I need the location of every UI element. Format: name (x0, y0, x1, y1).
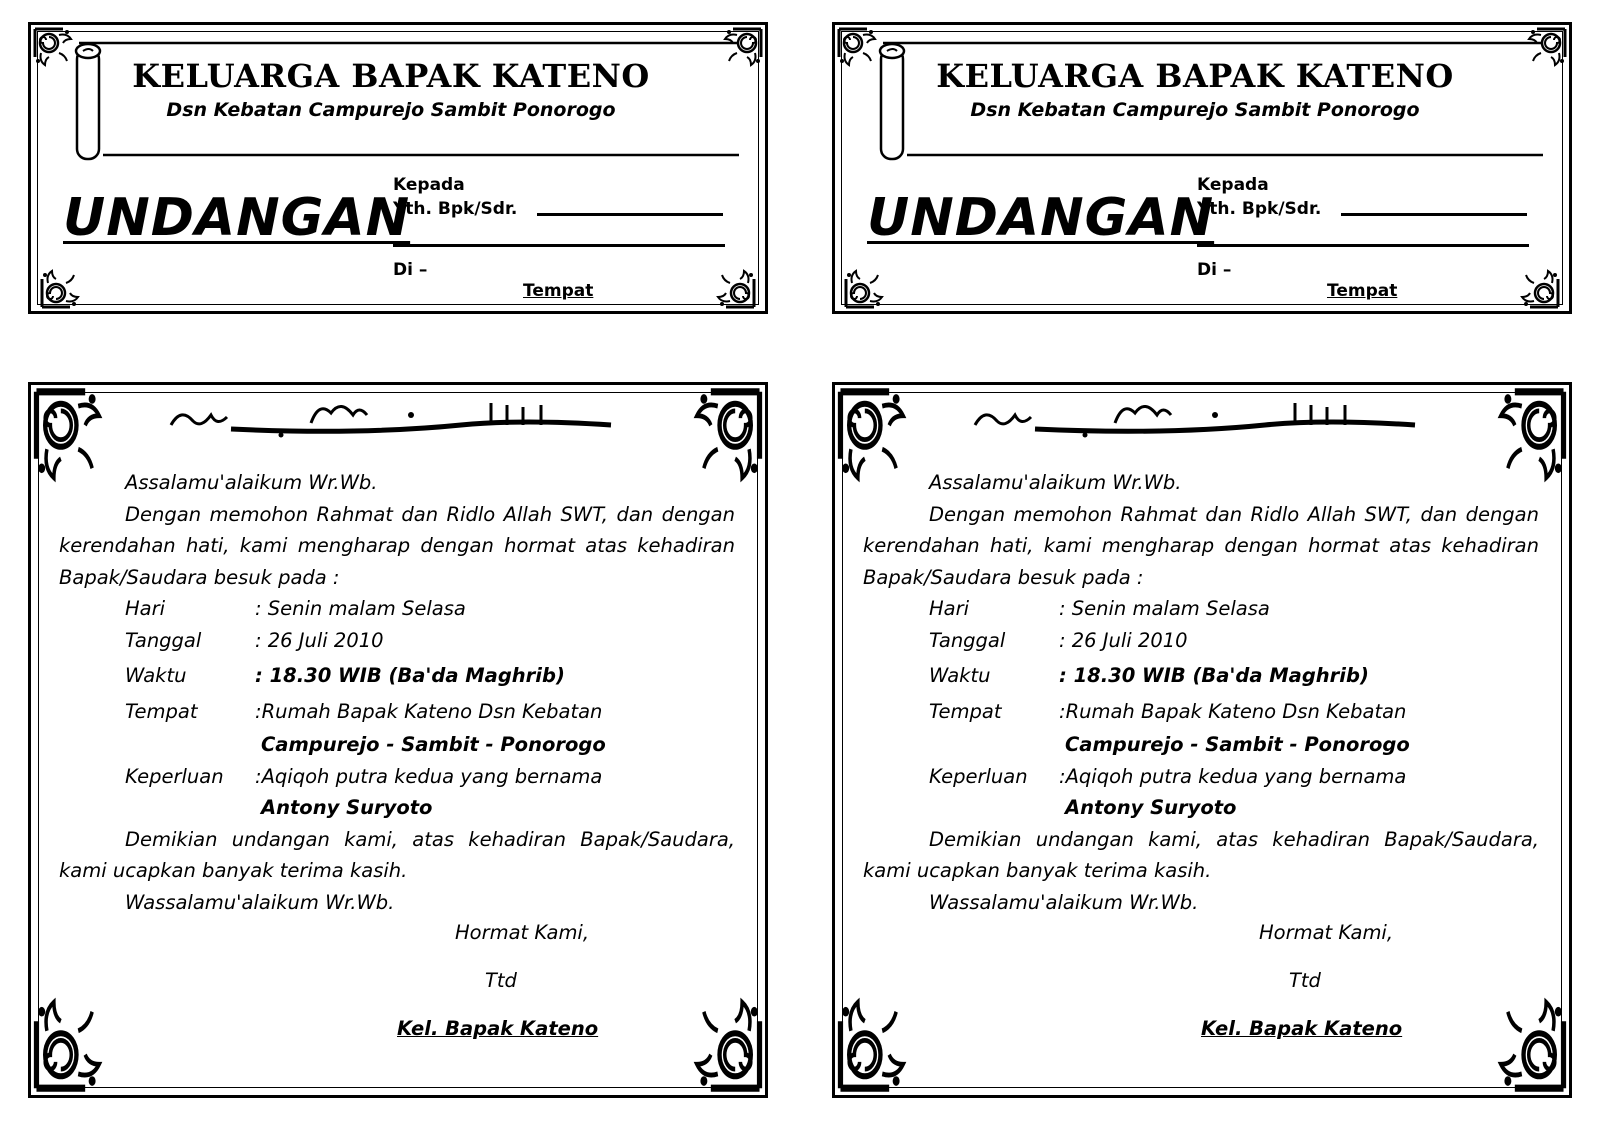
recipient-label: Yth. Bpk/Sdr. (393, 199, 518, 219)
invitation-card-left (28, 382, 768, 1098)
detail-label: Waktu (125, 664, 187, 687)
invitation-letter (59, 467, 735, 918)
recipient-line (537, 213, 723, 216)
corner-ornament-icon (33, 263, 93, 309)
corner-ornament-icon (837, 983, 917, 1093)
di-label: Di – (393, 260, 428, 280)
detail-value: :Aqiqoh putra kedua yang bernama (255, 764, 603, 788)
family-title: KELUARGA BAPAK KATENO (132, 57, 650, 95)
corner-ornament-icon (717, 27, 763, 73)
recipient-line (1341, 213, 1527, 216)
tempat-label: Tempat (1327, 281, 1398, 301)
detail-value: : Senin malam Selasa (255, 597, 466, 620)
detail-value-continued: Campurejo - Sambit - Ponorogo (261, 733, 606, 756)
tempat-label: Tempat (523, 281, 594, 301)
farewell: Wassalamu'alaikum Wr.Wb. (125, 890, 395, 914)
undangan-heading: UNDANGAN (63, 188, 411, 248)
corner-ornament-icon (33, 27, 79, 73)
kepada-label: Kepada (1197, 175, 1269, 195)
intro-paragraph: Dengan memohon Rahmat dan Ridlo Allah SWT, dan dengan kerendahan hati, kami mengharap dengan hormat atas kehadiran Bapak/Saudara besuk pada : (863, 502, 1539, 589)
detail-value: : Senin malam Selasa (1059, 597, 1270, 620)
farewell: Wassalamu'alaikum Wr.Wb. (929, 890, 1199, 914)
intro-paragraph: Dengan memohon Rahmat dan Ridlo Allah SWT, dan dengan kerendahan hati, kami mengharap dengan hormat atas kehadiran Bapak/Saudara besuk pada : (59, 502, 735, 589)
detail-value: :Rumah Bapak Kateno Dsn Kebatan (1059, 699, 1407, 723)
hormat-kami: Hormat Kami, (455, 921, 590, 944)
recipient-line-2 (1197, 244, 1529, 247)
detail-row-keperluan (863, 761, 1539, 793)
invitation-letter (863, 467, 1539, 918)
basmalah-calligraphy-icon (965, 395, 1425, 445)
detail-label: Tanggal (125, 628, 202, 652)
detail-label: Tempat (125, 699, 198, 723)
greeting: Assalamu'alaikum Wr.Wb. (929, 471, 1182, 494)
detail-value: : 26 Juli 2010 (1059, 628, 1188, 652)
detail-label: Keperluan (929, 764, 1028, 788)
detail-value: : 18.30 WIB (Ba'da Maghrib) (255, 664, 565, 687)
detail-value-continued: Antony Suryoto (261, 796, 433, 819)
invitation-card-right (832, 382, 1572, 1098)
detail-row-tanggal (863, 625, 1539, 657)
detail-value-continued: Antony Suryoto (1065, 796, 1237, 819)
corner-ornament-icon (33, 983, 113, 1093)
detail-label: Hari (929, 597, 970, 620)
signature-name: Kel. Bapak Kateno (1201, 1017, 1403, 1040)
recipient-label: Yth. Bpk/Sdr. (1197, 199, 1322, 219)
corner-ornament-icon (1521, 27, 1567, 73)
recipient-line-2 (393, 244, 725, 247)
undangan-heading: UNDANGAN (867, 188, 1215, 248)
detail-value: : 18.30 WIB (Ba'da Maghrib) (1059, 664, 1369, 687)
detail-label: Hari (125, 597, 166, 620)
greeting: Assalamu'alaikum Wr.Wb. (125, 471, 378, 494)
detail-row-tanggal (59, 625, 735, 657)
detail-value: :Rumah Bapak Kateno Dsn Kebatan (255, 699, 603, 723)
detail-row-hari (59, 593, 735, 625)
scroll-banner (863, 35, 1543, 161)
corner-ornament-icon (1507, 263, 1567, 309)
family-title: KELUARGA BAPAK KATENO (936, 57, 1454, 95)
detail-label: Tempat (929, 699, 1002, 723)
detail-value: : 26 Juli 2010 (255, 628, 384, 652)
ttd-label: Ttd (1289, 969, 1321, 992)
kepada-label: Kepada (393, 175, 465, 195)
ttd-label: Ttd (485, 969, 517, 992)
detail-row-hari (863, 593, 1539, 625)
closing-paragraph: Demikian undangan kami, atas kehadiran Bapak/Saudara, kami ucapkan banyak terima kasih. (59, 827, 735, 882)
detail-row-tempat (863, 696, 1539, 728)
envelope-card-right (832, 22, 1572, 314)
family-address: Dsn Kebatan Campurejo Sambit Ponorogo (166, 99, 616, 121)
signature-name: Kel. Bapak Kateno (397, 1017, 599, 1040)
envelope-card-left (28, 22, 768, 314)
detail-label: Tanggal (929, 628, 1006, 652)
detail-value-continued: Campurejo - Sambit - Ponorogo (1065, 733, 1410, 756)
detail-row-waktu (59, 660, 735, 692)
detail-row-tempat (59, 696, 735, 728)
corner-ornament-icon (837, 263, 897, 309)
corner-ornament-icon (683, 983, 763, 1093)
scroll-banner (59, 35, 739, 161)
hormat-kami: Hormat Kami, (1259, 921, 1394, 944)
basmalah-calligraphy-icon (161, 395, 621, 445)
detail-label: Keperluan (125, 764, 224, 788)
corner-ornament-icon (1487, 983, 1567, 1093)
detail-row-waktu (863, 660, 1539, 692)
family-address: Dsn Kebatan Campurejo Sambit Ponorogo (970, 99, 1420, 121)
detail-label: Waktu (929, 664, 991, 687)
di-label: Di – (1197, 260, 1232, 280)
closing-paragraph: Demikian undangan kami, atas kehadiran Bapak/Saudara, kami ucapkan banyak terima kasih. (863, 827, 1539, 882)
corner-ornament-icon (703, 263, 763, 309)
detail-row-keperluan (59, 761, 735, 793)
detail-value: :Aqiqoh putra kedua yang bernama (1059, 764, 1407, 788)
corner-ornament-icon (837, 27, 883, 73)
